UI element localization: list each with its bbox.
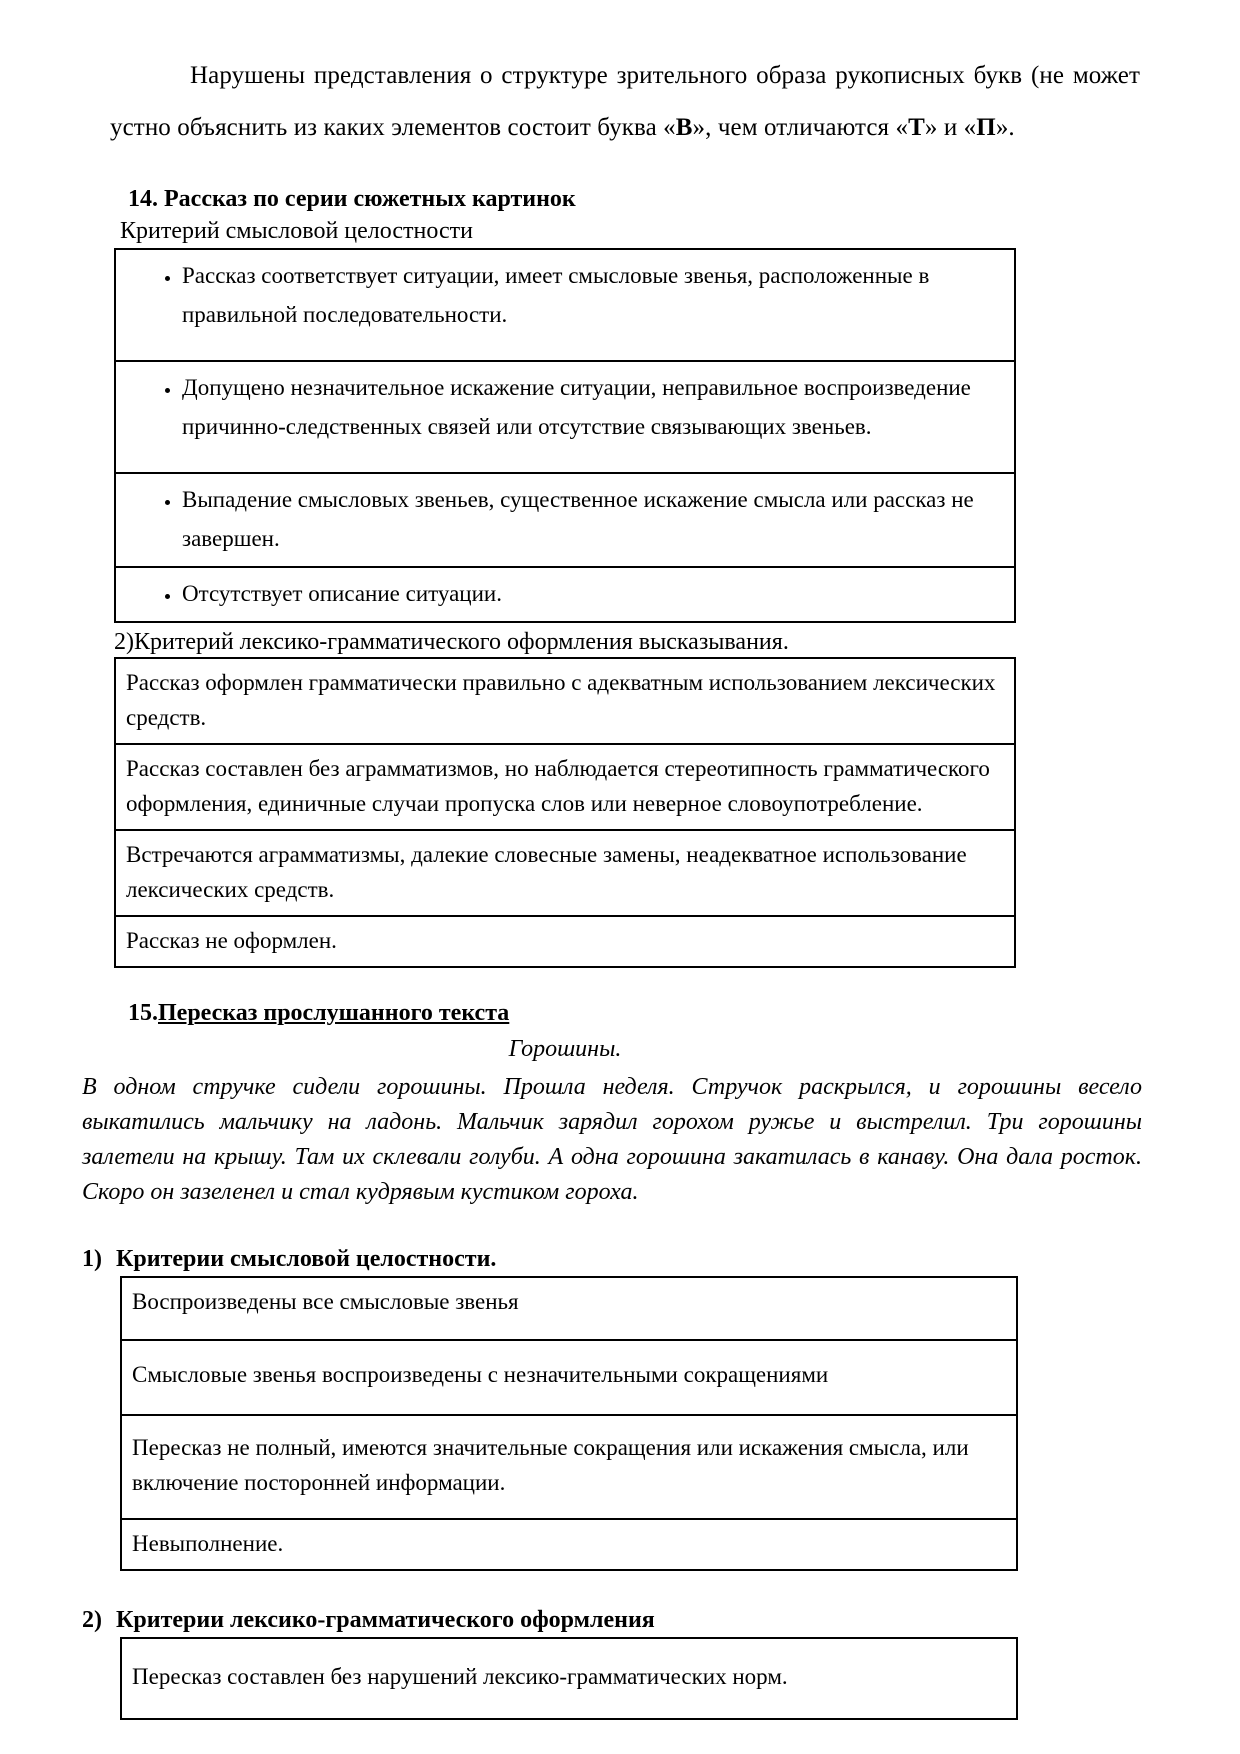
list-item: • Допущено незначительное искажение ситуации, неправильное воспроизведение причинно-следственных связей или отсутствие связывающих звеньев. (182, 368, 1004, 446)
list-item: • Отсутствует описание ситуации. (182, 574, 1004, 613)
section-14-heading: 14. Рассказ по серии сюжетных картинок (128, 186, 576, 212)
list-item: • Выпадение смысловых звеньев, существенное искажение смысла или рассказ не завершен. (182, 480, 1004, 558)
table-row (121, 1415, 1017, 1519)
table-cell: Рассказ оформлен грамматически правильно с адекватным использованием лексических средств. (115, 658, 1015, 744)
table-cell: Пересказ не полный, имеются значительные сокращения или искажения смысла, или включение посторонней информации. (121, 1415, 1017, 1519)
letter-v-glyph: В (675, 114, 693, 141)
letter-p-glyph: П (976, 114, 996, 141)
table-cell (115, 567, 1015, 622)
table-row (115, 830, 1015, 916)
section-14-criterion-1-label: Критерий смысловой целостности (120, 218, 473, 244)
table-cell: Пересказ составлен без нарушений лексико-грамматических норм. (121, 1638, 1017, 1719)
table-cell (115, 473, 1015, 567)
section-14-criterion-2-table (114, 657, 1016, 968)
story-text: В одном стручке сидели горошины. Прошла неделя. Стручок раскрылся, и горошины весело выкатились мальчику на ладонь. Мальчик зарядил горохом ружье и выстрелил. Три горошины залетели на крышу. Там их склевали голуби. А одна горошина закатилась в канаву. Она дала росток. Скоро он зазеленел и стал кудрявым кустиком гороха. (82, 1074, 1142, 1205)
table-row (115, 473, 1015, 567)
table-cell (115, 361, 1015, 473)
section-15-criterion-2-heading (82, 1605, 1140, 1635)
list-item: • Рассказ соответствует ситуации, имеет смысловые звенья, расположенные в правильной последовательности. (182, 256, 1004, 334)
criterion-2-title: Критерии лексико-грамматического оформления (116, 1607, 655, 1633)
table-row (115, 744, 1015, 830)
criterion-1-index: 1) (82, 1246, 102, 1272)
intro-text-part4: ». (995, 114, 1015, 141)
section-15-criterion-2-table (120, 1637, 1018, 1720)
table-row (121, 1638, 1017, 1719)
table-row (115, 916, 1015, 967)
table-cell: Невыполнение. (121, 1519, 1017, 1570)
table-cell: Рассказ не оформлен. (115, 916, 1015, 967)
table-row (121, 1519, 1017, 1570)
table-row (121, 1340, 1017, 1415)
criterion-1-title: Критерии смысловой целостности. (116, 1246, 497, 1272)
table-cell: Рассказ составлен без аграмматизмов, но наблюдается стереотипность грамматического оформления, единичные случаи пропуска слов или неверное словоупотребление. (115, 744, 1015, 830)
criterion-2-index: 2) (82, 1607, 102, 1633)
intro-text-part3: » и « (924, 114, 977, 141)
section-15-criterion-1-heading (82, 1244, 1140, 1274)
section-14-criterion-2-label: 2)Критерий лексико-грамматического оформления высказывания. (114, 629, 789, 655)
intro-paragraph (110, 50, 1140, 154)
table-cell: Смысловые звенья воспроизведены с незначительными сокращениями (121, 1340, 1017, 1415)
table-cell: Воспроизведены все смысловые звенья (121, 1277, 1017, 1340)
section-15-heading (128, 998, 1140, 1028)
section-15-heading-number: 15. (128, 1000, 158, 1026)
story-title: Горошины. (508, 1036, 622, 1062)
table-row (115, 361, 1015, 473)
table-row (115, 249, 1015, 361)
intro-text-part2: », чем отличаются « (692, 114, 909, 141)
section-15-criterion-1-table (120, 1276, 1018, 1571)
section-14-criterion-1-table (114, 248, 1016, 623)
intro-text-part1: Нарушены представления о структуре зрительного образа рукописных букв (не может устно объяснить из каких элементов состоит буква « (110, 62, 1140, 141)
section-15-heading-text: Пересказ прослушанного текста (158, 1000, 510, 1026)
table-cell: Встречаются аграмматизмы, далекие словесные замены, неадекватное использование лексических средств. (115, 830, 1015, 916)
letter-t-glyph: Т (908, 114, 925, 141)
table-cell (115, 249, 1015, 361)
table-row (121, 1277, 1017, 1340)
table-row (115, 658, 1015, 744)
table-row (115, 567, 1015, 622)
